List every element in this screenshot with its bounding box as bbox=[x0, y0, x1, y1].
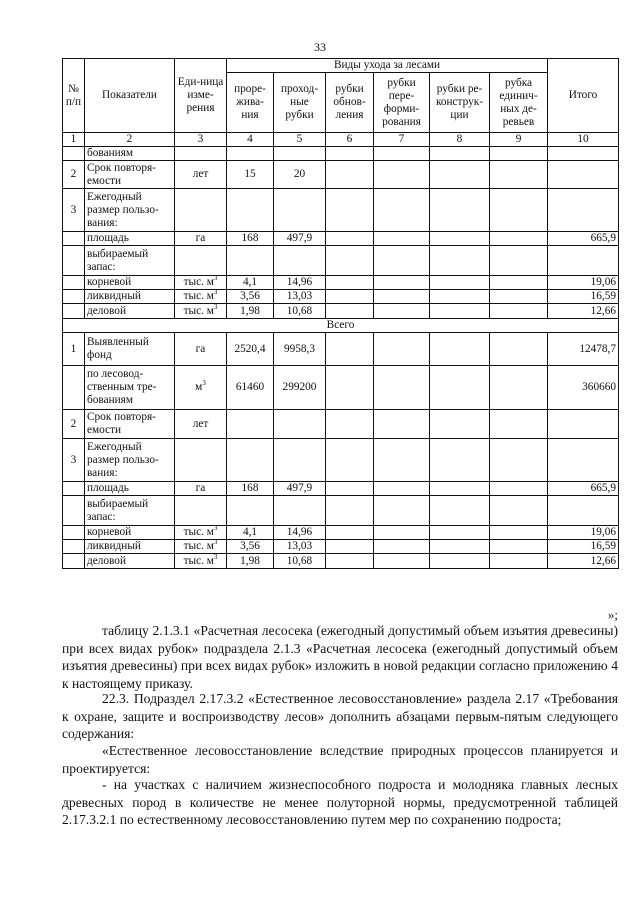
empty-cell bbox=[490, 232, 548, 246]
row-unit bbox=[175, 290, 227, 304]
table-row bbox=[63, 161, 619, 189]
empty-cell bbox=[430, 290, 490, 304]
value-passage-cutting: 13,03 bbox=[274, 540, 326, 554]
row-indicator: площадь bbox=[85, 482, 175, 496]
empty-cell bbox=[430, 366, 490, 410]
value-passage-cutting: 14,96 bbox=[274, 276, 326, 290]
empty-cell bbox=[326, 439, 374, 482]
empty-cell bbox=[490, 304, 548, 319]
row-indicator: ликвидный bbox=[85, 540, 175, 554]
value-passage-cutting: 10,68 bbox=[274, 304, 326, 319]
closing-mark: »; bbox=[607, 607, 618, 622]
empty-cell bbox=[430, 439, 490, 482]
col-number: 10 bbox=[548, 133, 619, 147]
value-thinning: 3,56 bbox=[227, 290, 274, 304]
table-row bbox=[63, 540, 619, 554]
value-thinning: 168 bbox=[227, 232, 274, 246]
empty-cell bbox=[490, 333, 548, 366]
empty-cell bbox=[430, 147, 490, 161]
empty-cell bbox=[326, 189, 374, 232]
forest-care-table bbox=[62, 58, 619, 569]
empty-cell bbox=[490, 189, 548, 232]
header-reconstruction-cutting: рубки ре-конструк-ции bbox=[430, 73, 490, 133]
row-number bbox=[63, 554, 85, 569]
value-passage-cutting bbox=[274, 410, 326, 439]
unit-text: га bbox=[195, 482, 206, 494]
value-total: 665,9 bbox=[548, 232, 619, 246]
value-total bbox=[548, 147, 619, 161]
row-number: 3 bbox=[63, 189, 85, 232]
unit-text: тыс. м bbox=[183, 304, 214, 317]
table-row bbox=[63, 526, 619, 540]
empty-cell bbox=[374, 554, 430, 569]
col-number: 4 bbox=[227, 133, 274, 147]
empty-cell bbox=[430, 496, 490, 526]
row-indicator: деловой bbox=[85, 554, 175, 569]
row-unit bbox=[175, 366, 227, 410]
unit-text: тыс. м bbox=[183, 526, 214, 538]
col-number: 1 bbox=[63, 133, 85, 147]
value-passage-cutting: 20 bbox=[274, 161, 326, 189]
unit-exponent: 3 bbox=[213, 539, 218, 547]
row-number bbox=[63, 366, 85, 410]
row-number: 3 bbox=[63, 439, 85, 482]
row-number bbox=[63, 290, 85, 304]
value-passage-cutting bbox=[274, 496, 326, 526]
section-total-label: Всего bbox=[63, 319, 619, 333]
column-numbers-row bbox=[63, 133, 619, 147]
value-passage-cutting bbox=[274, 439, 326, 482]
row-number bbox=[63, 304, 85, 319]
row-number bbox=[63, 276, 85, 290]
unit-exponent: 3 bbox=[213, 303, 218, 311]
row-number bbox=[63, 540, 85, 554]
header-num: № п/п bbox=[63, 59, 85, 133]
row-number: 2 bbox=[63, 161, 85, 189]
value-passage-cutting bbox=[274, 189, 326, 232]
value-total: 16,59 bbox=[548, 540, 619, 554]
empty-cell bbox=[374, 333, 430, 366]
empty-cell bbox=[374, 290, 430, 304]
row-indicator: Ежегодный размер пользо-вания: bbox=[85, 189, 175, 232]
row-indicator: корневой bbox=[85, 526, 175, 540]
value-total: 12,66 bbox=[548, 554, 619, 569]
header-indicators: Показатели bbox=[85, 59, 175, 133]
row-number: 1 bbox=[63, 333, 85, 366]
unit-exponent: 3 bbox=[213, 525, 218, 533]
unit-text: га bbox=[195, 232, 206, 244]
unit-exponent: 3 bbox=[213, 289, 218, 297]
row-number bbox=[63, 147, 85, 161]
empty-cell bbox=[326, 540, 374, 554]
empty-cell bbox=[374, 482, 430, 496]
value-passage-cutting: 10,68 bbox=[274, 554, 326, 569]
empty-cell bbox=[490, 366, 548, 410]
table-row bbox=[63, 333, 619, 366]
row-unit bbox=[175, 482, 227, 496]
row-indicator: выбираемый запас: bbox=[85, 496, 175, 526]
row-unit bbox=[175, 276, 227, 290]
row-unit bbox=[175, 161, 227, 189]
row-unit bbox=[175, 439, 227, 482]
empty-cell bbox=[374, 189, 430, 232]
empty-cell bbox=[430, 554, 490, 569]
empty-cell bbox=[430, 526, 490, 540]
row-indicator: выбираемый запас: bbox=[85, 246, 175, 276]
empty-cell bbox=[326, 410, 374, 439]
empty-cell bbox=[374, 496, 430, 526]
row-unit bbox=[175, 147, 227, 161]
value-total: 360660 bbox=[548, 366, 619, 410]
empty-cell bbox=[326, 147, 374, 161]
empty-cell bbox=[374, 232, 430, 246]
empty-cell bbox=[490, 554, 548, 569]
empty-cell bbox=[430, 246, 490, 276]
col-number: 9 bbox=[490, 133, 548, 147]
table-row bbox=[63, 290, 619, 304]
value-thinning bbox=[227, 147, 274, 161]
empty-cell bbox=[374, 526, 430, 540]
row-indicator: Срок повторя-емости bbox=[85, 410, 175, 439]
empty-cell bbox=[490, 540, 548, 554]
table-row bbox=[63, 554, 619, 569]
value-thinning: 4,1 bbox=[227, 276, 274, 290]
header-renewal-cutting: рубки обнов-ления bbox=[326, 73, 374, 133]
unit-text: лет bbox=[192, 168, 209, 180]
empty-cell bbox=[326, 290, 374, 304]
empty-cell bbox=[490, 290, 548, 304]
unit-text: тыс. м bbox=[183, 276, 214, 288]
empty-cell bbox=[326, 304, 374, 319]
value-passage-cutting: 497,9 bbox=[274, 232, 326, 246]
empty-cell bbox=[326, 496, 374, 526]
header-passage-cutting: проход-ные рубки bbox=[274, 73, 326, 133]
row-indicator: Срок повторя-емости bbox=[85, 161, 175, 189]
row-number bbox=[63, 246, 85, 276]
row-unit bbox=[175, 410, 227, 439]
row-unit bbox=[175, 540, 227, 554]
row-indicator: корневой bbox=[85, 276, 175, 290]
paragraph-natural-regeneration: «Естественное лесовосстановление вследствие природных процессов планируется и проектируется: bbox=[62, 743, 618, 776]
unit-exponent: 3 bbox=[213, 275, 218, 283]
row-indicator: деловой bbox=[85, 304, 175, 319]
col-number: 3 bbox=[175, 133, 227, 147]
header-total: Итого bbox=[548, 59, 619, 133]
value-thinning: 3,56 bbox=[227, 540, 274, 554]
unit-text: га bbox=[195, 342, 206, 355]
empty-cell bbox=[430, 232, 490, 246]
row-unit bbox=[175, 304, 227, 319]
value-total bbox=[548, 246, 619, 276]
empty-cell bbox=[374, 147, 430, 161]
value-thinning bbox=[227, 496, 274, 526]
empty-cell bbox=[374, 540, 430, 554]
row-indicator: по лесовод-ственным тре-бованиям bbox=[85, 366, 175, 410]
col-number: 2 bbox=[85, 133, 175, 147]
empty-cell bbox=[326, 246, 374, 276]
value-total: 665,9 bbox=[548, 482, 619, 496]
value-total bbox=[548, 189, 619, 232]
row-unit bbox=[175, 496, 227, 526]
empty-cell bbox=[430, 410, 490, 439]
value-thinning: 168 bbox=[227, 482, 274, 496]
value-total: 12478,7 bbox=[548, 333, 619, 366]
paragraph-undergrowth-sites: - на участках с наличием жизнеспособного подроста и молодняка главных лесных древесных пород в количестве не менее полуторной нормы, предусмотренной таблицей 2.17.3.2.1 по естественному лесовосстановлению путем мер по сохранению подроста; bbox=[62, 777, 618, 828]
empty-cell bbox=[326, 482, 374, 496]
row-number bbox=[63, 496, 85, 526]
empty-cell bbox=[374, 439, 430, 482]
empty-cell bbox=[430, 189, 490, 232]
header-unit: Еди-ница изме-рения bbox=[175, 59, 227, 133]
empty-cell bbox=[430, 161, 490, 189]
paragraph-22-3: 22.3. Подраздел 2.17.3.2 «Естественное лесовосстановление» раздела 2.17 «Требования к охране, защите и воспроизводству лесов» дополнить абзацами первым-пятым следующего содержания: bbox=[62, 691, 618, 742]
empty-cell bbox=[326, 161, 374, 189]
row-number bbox=[63, 232, 85, 246]
value-thinning bbox=[227, 246, 274, 276]
table-row bbox=[63, 410, 619, 439]
section-row bbox=[63, 319, 619, 333]
value-passage-cutting: 497,9 bbox=[274, 482, 326, 496]
row-unit bbox=[175, 246, 227, 276]
unit-exponent: 3 bbox=[202, 379, 206, 388]
empty-cell bbox=[490, 147, 548, 161]
row-number bbox=[63, 482, 85, 496]
col-number: 6 bbox=[326, 133, 374, 147]
empty-cell bbox=[490, 482, 548, 496]
empty-cell bbox=[326, 333, 374, 366]
row-number bbox=[63, 526, 85, 540]
table-row bbox=[63, 276, 619, 290]
table-row bbox=[63, 496, 619, 526]
empty-cell bbox=[374, 161, 430, 189]
row-unit bbox=[175, 232, 227, 246]
header-single-tree-cutting: рубка единич-ных де-ревьев bbox=[490, 73, 548, 133]
row-indicator: Выявленный фонд bbox=[85, 333, 175, 366]
empty-cell bbox=[430, 276, 490, 290]
value-passage-cutting: 13,03 bbox=[274, 290, 326, 304]
value-passage-cutting bbox=[274, 246, 326, 276]
unit-exponent: 3 bbox=[213, 553, 218, 561]
value-passage-cutting: 299200 bbox=[274, 366, 326, 410]
value-total bbox=[548, 410, 619, 439]
value-thinning bbox=[227, 439, 274, 482]
value-thinning: 1,98 bbox=[227, 304, 274, 319]
row-unit bbox=[175, 333, 227, 366]
page-number: 33 bbox=[314, 40, 326, 54]
empty-cell bbox=[326, 526, 374, 540]
empty-cell bbox=[430, 333, 490, 366]
table-row bbox=[63, 482, 619, 496]
value-thinning: 61460 bbox=[227, 366, 274, 410]
empty-cell bbox=[490, 161, 548, 189]
header-group: Виды ухода за лесами bbox=[227, 59, 548, 73]
row-indicator: Ежегодный размер пользо-вания: bbox=[85, 439, 175, 482]
row-indicator: площадь bbox=[85, 232, 175, 246]
empty-cell bbox=[374, 246, 430, 276]
header-thinning: проре-жива-ния bbox=[227, 73, 274, 133]
value-thinning: 15 bbox=[227, 161, 274, 189]
unit-text: тыс. м bbox=[183, 554, 214, 567]
value-total bbox=[548, 496, 619, 526]
value-total bbox=[548, 439, 619, 482]
empty-cell bbox=[490, 246, 548, 276]
table-row bbox=[63, 439, 619, 482]
unit-text: м bbox=[195, 381, 203, 393]
unit-text: лет bbox=[192, 417, 209, 430]
empty-cell bbox=[430, 304, 490, 319]
unit-text: тыс. м bbox=[183, 290, 214, 302]
empty-cell bbox=[490, 410, 548, 439]
value-thinning: 1,98 bbox=[227, 554, 274, 569]
value-total bbox=[548, 161, 619, 189]
table-row bbox=[63, 366, 619, 410]
empty-cell bbox=[326, 276, 374, 290]
value-total: 16,59 bbox=[548, 290, 619, 304]
table-row bbox=[63, 232, 619, 246]
empty-cell bbox=[326, 554, 374, 569]
table-row bbox=[63, 189, 619, 232]
value-passage-cutting: 14,96 bbox=[274, 526, 326, 540]
empty-cell bbox=[430, 482, 490, 496]
empty-cell bbox=[430, 540, 490, 554]
empty-cell bbox=[490, 276, 548, 290]
row-number: 2 bbox=[63, 410, 85, 439]
value-thinning: 2520,4 bbox=[227, 333, 274, 366]
paragraph-table-replacement: таблицу 2.1.3.1 «Расчетная лесосека (ежегодный допустимый объем изъятия древесины) при всех видах рубок» подраздела 2.1.3 «Расчетная лесосека (ежегодный допустимый объем изъятия древесины) при всех видах рубок» изложить в новой редакции согласно приложению 4 к настоящему приказу. bbox=[62, 623, 618, 691]
empty-cell bbox=[490, 526, 548, 540]
col-number: 8 bbox=[430, 133, 490, 147]
value-passage-cutting bbox=[274, 147, 326, 161]
value-total: 19,06 bbox=[548, 276, 619, 290]
unit-text: тыс. м bbox=[183, 540, 214, 552]
empty-cell bbox=[326, 366, 374, 410]
col-number: 7 bbox=[374, 133, 430, 147]
value-thinning bbox=[227, 189, 274, 232]
empty-cell bbox=[374, 410, 430, 439]
header-reformation-cutting: рубки пере-форми-рования bbox=[374, 73, 430, 133]
row-indicator: ликвидный bbox=[85, 290, 175, 304]
table-row bbox=[63, 246, 619, 276]
empty-cell bbox=[490, 496, 548, 526]
empty-cell bbox=[326, 232, 374, 246]
value-total: 12,66 bbox=[548, 304, 619, 319]
row-unit bbox=[175, 189, 227, 232]
table-row bbox=[63, 304, 619, 319]
value-thinning bbox=[227, 410, 274, 439]
col-number: 5 bbox=[274, 133, 326, 147]
row-indicator: бованиям bbox=[85, 147, 175, 161]
empty-cell bbox=[374, 276, 430, 290]
value-passage-cutting: 9958,3 bbox=[274, 333, 326, 366]
value-total: 19,06 bbox=[548, 526, 619, 540]
row-unit bbox=[175, 554, 227, 569]
empty-cell bbox=[374, 366, 430, 410]
empty-cell bbox=[374, 304, 430, 319]
row-unit bbox=[175, 526, 227, 540]
empty-cell bbox=[490, 439, 548, 482]
table-row bbox=[63, 147, 619, 161]
value-thinning: 4,1 bbox=[227, 526, 274, 540]
